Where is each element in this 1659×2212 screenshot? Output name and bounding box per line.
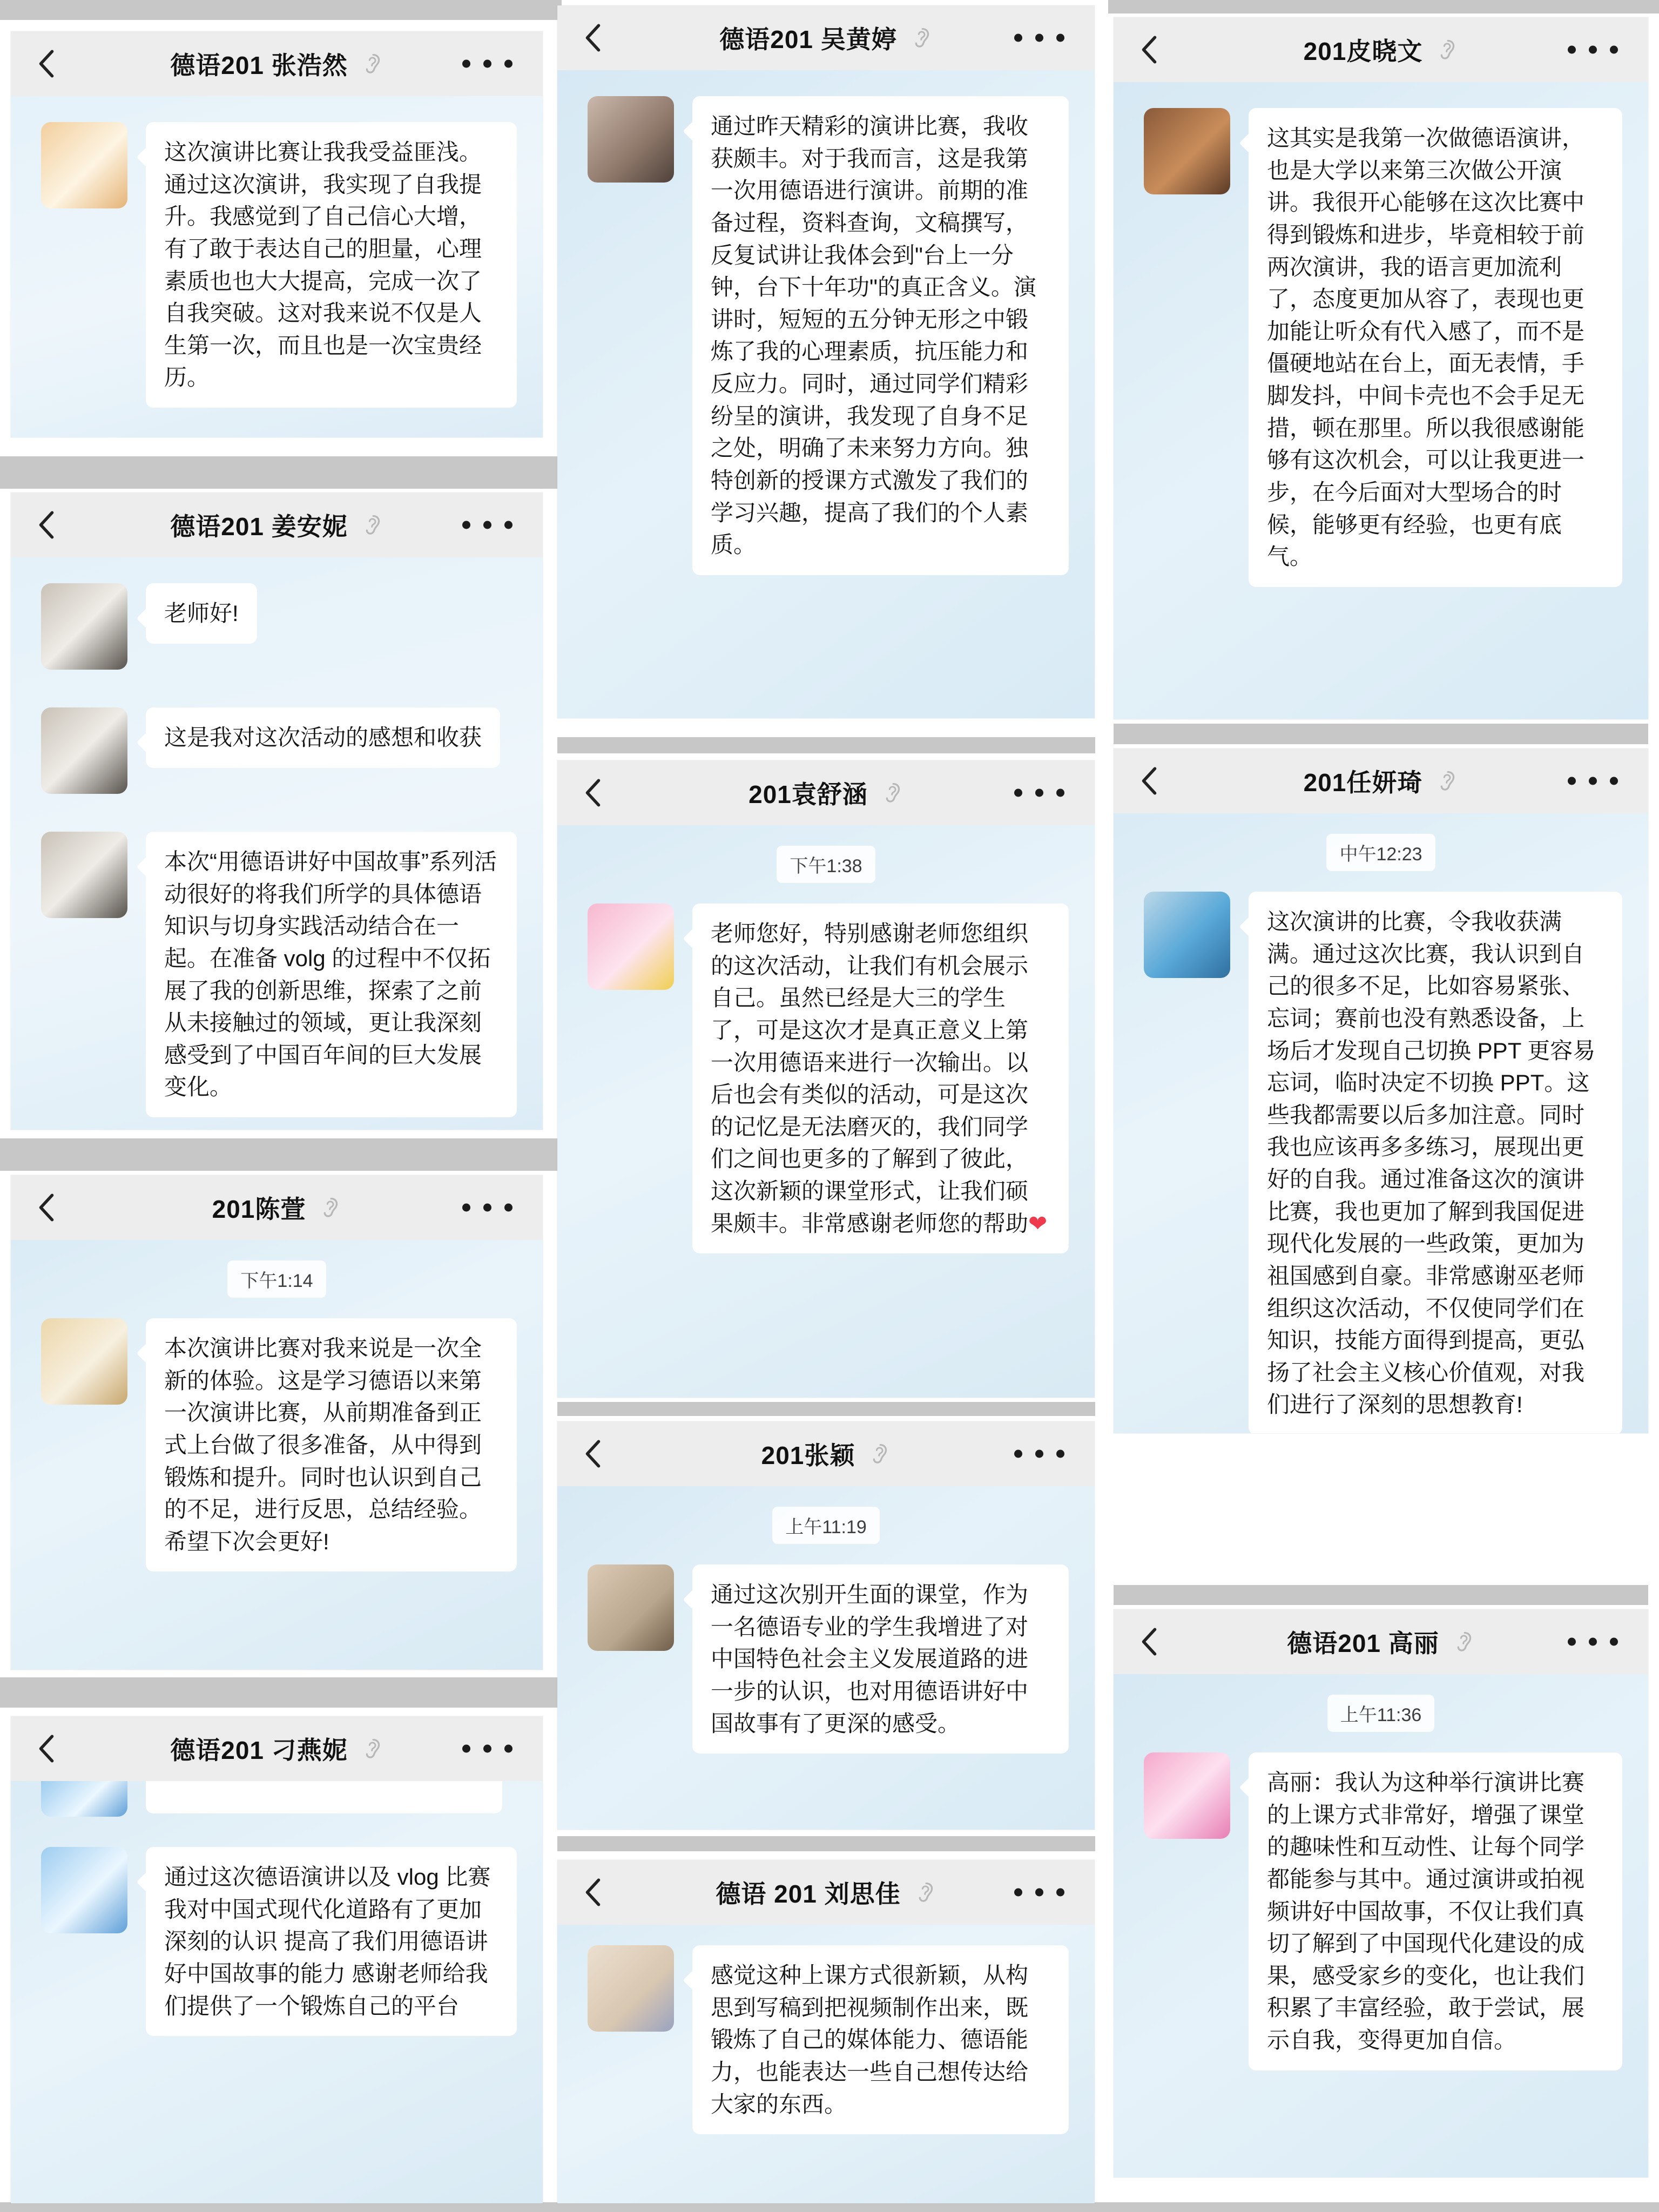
timestamp-badge: 上午11:19 <box>772 1507 880 1544</box>
more-menu-icon[interactable] <box>1014 34 1064 42</box>
chat-title: 201袁舒涵 <box>748 780 868 808</box>
collage-seam <box>1114 724 1648 744</box>
avatar[interactable] <box>41 122 127 208</box>
message-bubble-cutoff <box>146 1781 502 1813</box>
chat-body <box>1114 813 1648 1433</box>
chat-title: 德语201 刁燕妮 <box>170 1736 348 1764</box>
chat-panel-jianganni <box>11 493 543 1130</box>
chat-title: 201皮晓文 <box>1303 37 1423 65</box>
message-bubble: 这其实是我第一次做德语演讲，也是大学以来第三次做公开演讲。我很开心能够在这次比赛中得到锻炼和进步，毕竟相较于前两次演讲，我的语言更加流利了，态度更加从容了，表现也更加能让听众有代入感了，而不是僵硬地站在台上，面无表情，手脚发抖，中间卡壳也不会手足无措，顿在那里。所以我很感谢能够有这次机会，可以让我更进一步，在今后面对大型场合的时候，能够更有经验，也更有底气。 <box>1249 108 1622 587</box>
message-bubble: 通过这次别开生面的课堂，作为一名德语专业的学生我增进了对中国特色社会主义发展道路的进一步的认识，也对用德语讲好中国故事有了更深的感受。 <box>692 1564 1069 1754</box>
back-icon[interactable] <box>35 1192 58 1223</box>
more-menu-icon[interactable] <box>1014 789 1064 797</box>
message-bubble: 感觉这种上课方式很新颖，从构思到写稿到把视频制作出来，既锻炼了自己的媒体能力、德语能力，也能表达一些自己想传达给大家的东西。 <box>692 1945 1069 2134</box>
message-bubble <box>692 903 1069 1253</box>
message-row <box>588 903 1069 1253</box>
avatar[interactable] <box>1144 1752 1230 1839</box>
avatar[interactable] <box>588 1945 674 2032</box>
back-icon[interactable] <box>581 778 605 808</box>
chat-body <box>11 96 543 424</box>
chat-title: 德语201 姜安妮 <box>170 512 348 541</box>
earpiece-icon <box>866 1441 891 1466</box>
avatar[interactable] <box>588 1564 674 1651</box>
chat-body <box>1114 1674 1648 2087</box>
partial-message-row <box>41 1781 517 1817</box>
chat-title: 201任妍琦 <box>1303 768 1423 797</box>
chat-body <box>557 825 1095 1270</box>
message-bubble: 高丽：我认为这种举行演讲比赛的上课方式非常好，增强了课堂的趣味性和互动性、让每个同学都能参与其中。通过演讲或拍视频讲好中国故事，不仅让我们真切了解到了中国现代化建设的成果，感受家乡的变化，也让我们积累了丰富经验，敢于尝试，展示自我，变得更加自信。 <box>1249 1752 1622 2071</box>
avatar[interactable] <box>41 1847 127 1933</box>
chat-header <box>557 5 1095 70</box>
more-menu-icon[interactable] <box>1568 777 1618 785</box>
collage-seam <box>557 1836 1095 1851</box>
chat-header <box>11 1175 543 1240</box>
message-row <box>588 96 1069 575</box>
avatar[interactable] <box>588 903 674 990</box>
message-bubble: 通过昨天精彩的演讲比赛，我收获颇丰。对于我而言，这是我第一次用德语进行演讲。前期的准备过程，资料查询，文稿撰写，反复试讲让我体会到"台上一分钟，台下十年功"的真正含义。演讲时，短短的五分钟无形之中锻炼了我的心理素质，抗压能力和反应力。同时，通过同学们精彩纷呈的演讲，我发现了自身不足之处，明确了未来努力方向。独特创新的授课方式激发了我们的学习兴趣，提高了我们的个人素质。 <box>692 96 1069 575</box>
message-row <box>1144 1752 1622 2071</box>
earpiece-icon <box>316 1195 341 1220</box>
chat-panel-zhanghaoran <box>11 31 543 437</box>
message-bubble: 老师好! <box>146 583 257 644</box>
message-row <box>588 1564 1069 1754</box>
collage-seam <box>557 1402 1095 1416</box>
message-bubble: 这次演讲的比赛，令我收获满满。通过这次比赛，我认识到自己的很多不足，比如容易紧张、忘词；赛前也没有熟悉设备，上场后才发现自己切换 PPT 更容易忘词，临时决定不切换 PPT。这些我都需要以后多加注意。同时我也应该再多多练习，展现出更好的自我。通过准备这次的演讲比赛，我也更加了解到我国促进现代化发展的一些政策，更加为祖国感到自豪。非常感谢巫老师组织这次活动，不仅使同学们在知识，技能方面得到提高，更弘扬了社会主义核心价值观，对我们进行了深刻的思想教育! <box>1249 892 1622 1433</box>
message-row <box>41 707 517 794</box>
avatar[interactable] <box>1144 108 1230 194</box>
message-bubble: 这是我对这次活动的感想和收获 <box>146 707 500 768</box>
collage-seam <box>0 0 562 20</box>
more-menu-icon[interactable] <box>1568 1638 1618 1646</box>
chat-panel-renyanqi <box>1114 748 1648 1433</box>
chat-header <box>1114 1609 1648 1674</box>
earpiece-icon <box>359 51 383 76</box>
back-icon[interactable] <box>581 1439 605 1469</box>
chat-panel-gaoli <box>1114 1609 1648 2177</box>
chat-title: 德语 201 刘思佳 <box>716 1880 901 1908</box>
more-menu-icon[interactable] <box>1014 1450 1064 1458</box>
avatar[interactable] <box>1144 892 1230 978</box>
more-menu-icon[interactable] <box>1014 1889 1064 1897</box>
earpiece-icon <box>359 1736 383 1761</box>
more-menu-icon[interactable] <box>462 1745 512 1753</box>
back-icon[interactable] <box>1137 1627 1161 1657</box>
back-icon[interactable] <box>35 49 58 79</box>
back-icon[interactable] <box>35 1734 58 1764</box>
chat-title: 德语201 吴黄婷 <box>719 25 897 53</box>
message-row <box>1144 108 1622 587</box>
back-icon[interactable] <box>1137 35 1161 65</box>
heart-emoji: ❤ <box>1028 1210 1048 1236</box>
avatar[interactable] <box>41 832 127 918</box>
timestamp-badge: 下午1:14 <box>227 1260 326 1298</box>
collage-seam <box>1114 1585 1648 1605</box>
chat-title: 201陈萱 <box>212 1195 306 1223</box>
chat-panel-zhangying <box>557 1421 1095 1830</box>
chat-header <box>557 760 1095 825</box>
chat-title: 201张颖 <box>761 1441 855 1469</box>
collage-seam <box>0 1138 562 1171</box>
timestamp-badge: 下午1:38 <box>777 846 875 883</box>
back-icon[interactable] <box>1137 766 1161 796</box>
avatar[interactable] <box>41 707 127 794</box>
chat-header <box>11 493 543 557</box>
chat-header <box>557 1421 1095 1486</box>
chat-panel-diaoyanni <box>11 1716 543 2203</box>
more-menu-icon[interactable] <box>462 521 512 529</box>
earpiece-icon <box>1433 37 1458 62</box>
message-row <box>41 122 517 408</box>
collage-seam <box>0 1677 562 1708</box>
chat-body <box>11 1781 543 2052</box>
earpiece-icon <box>879 780 903 805</box>
avatar[interactable] <box>41 1318 127 1405</box>
message-row <box>41 583 517 670</box>
message-bubble: 通过这次德语演讲以及 vlog 比赛 我对中国式现代化道路有了更加深刻的认识 提高了我们用德语讲好中国故事的能力 感谢老师给我们提供了一个锻炼自己的平台 <box>146 1847 517 2036</box>
avatar[interactable] <box>41 1781 127 1817</box>
earpiece-icon <box>912 1880 936 1905</box>
earpiece-icon <box>908 25 933 50</box>
collage-seam <box>1108 0 1659 14</box>
chat-body <box>1114 82 1648 603</box>
chat-body <box>557 1486 1095 1770</box>
chat-panel-wuhuangting <box>557 5 1095 718</box>
chat-panel-pixiaowen <box>1114 17 1648 719</box>
chat-body <box>557 1925 1095 2150</box>
message-row <box>1144 892 1622 1433</box>
chat-body <box>11 557 543 1130</box>
message-row <box>41 1847 517 2036</box>
chat-header <box>557 1860 1095 1925</box>
message-row <box>588 1945 1069 2134</box>
avatar[interactable] <box>41 583 127 670</box>
timestamp-badge: 上午11:36 <box>1327 1695 1435 1732</box>
chat-header <box>1114 17 1648 82</box>
chat-header <box>11 31 543 96</box>
collage-seam <box>0 456 562 489</box>
message-text: 老师您好，特别感谢老师您组织的这次活动，让我们有机会展示自己。虽然已经是大三的学生了，可是这次才是真正意义上第一次用德语来进行一次输出。以后也会有类似的活动，可是这次的记忆是无法磨灭的，我们同学们之间也更多的了解到了彼此，这次新颖的课堂形式，让我们硕果颇丰。非常感谢老师您的帮助 <box>711 921 1029 1236</box>
message-row <box>41 1318 517 1572</box>
back-icon[interactable] <box>35 510 58 540</box>
more-menu-icon[interactable] <box>462 1204 512 1212</box>
more-menu-icon[interactable] <box>462 60 512 68</box>
message-bubble: 本次“用德语讲好中国故事”系列活动很好的将我们所学的具体德语知识与切身实践活动结合在一起。在准备 volg 的过程中不仅拓展了我的创新思维，探索了之前从未接触过的领域，更让我深刻感受到了中国百年间的巨大发展变化。 <box>146 832 517 1117</box>
message-bubble: 本次演讲比赛对我来说是一次全新的体验。这是学习德语以来第一次演讲比赛，从前期准备到正式上台做了很多准备，从中得到锻炼和提升。同时也认识到自己的不足，进行反思，总结经验。希望下次会更好! <box>146 1318 517 1572</box>
chat-body <box>557 70 1095 591</box>
back-icon[interactable] <box>581 23 605 53</box>
message-bubble: 这次演讲比赛让我我受益匪浅。通过这次演讲，我实现了自我提升。我感觉到了自己信心大增，有了敢于表达自己的胆量，心理素质也也大大提高，完成一次了自我突破。这对我来说不仅是人生第一次，而且也是一次宝贵经历。 <box>146 122 517 408</box>
chat-header <box>11 1716 543 1781</box>
earpiece-icon <box>1450 1629 1475 1654</box>
collage-seam <box>557 737 1095 753</box>
back-icon[interactable] <box>581 1877 605 1907</box>
chat-title: 德语201 高丽 <box>1287 1629 1439 1657</box>
more-menu-icon[interactable] <box>1568 46 1618 54</box>
chat-body <box>11 1240 543 1588</box>
earpiece-icon <box>359 512 383 537</box>
avatar[interactable] <box>588 96 674 183</box>
chat-panel-chenxuan <box>11 1175 543 1670</box>
collage-seam <box>0 2202 1659 2212</box>
earpiece-icon <box>1433 768 1458 793</box>
message-row <box>41 832 517 1117</box>
timestamp-badge: 中午12:23 <box>1326 834 1435 871</box>
chat-panel-yuanshuhan <box>557 760 1095 1398</box>
chat-panel-liusijia <box>557 1860 1095 2203</box>
chat-title: 德语201 张浩然 <box>170 51 348 79</box>
chat-header <box>1114 748 1648 813</box>
